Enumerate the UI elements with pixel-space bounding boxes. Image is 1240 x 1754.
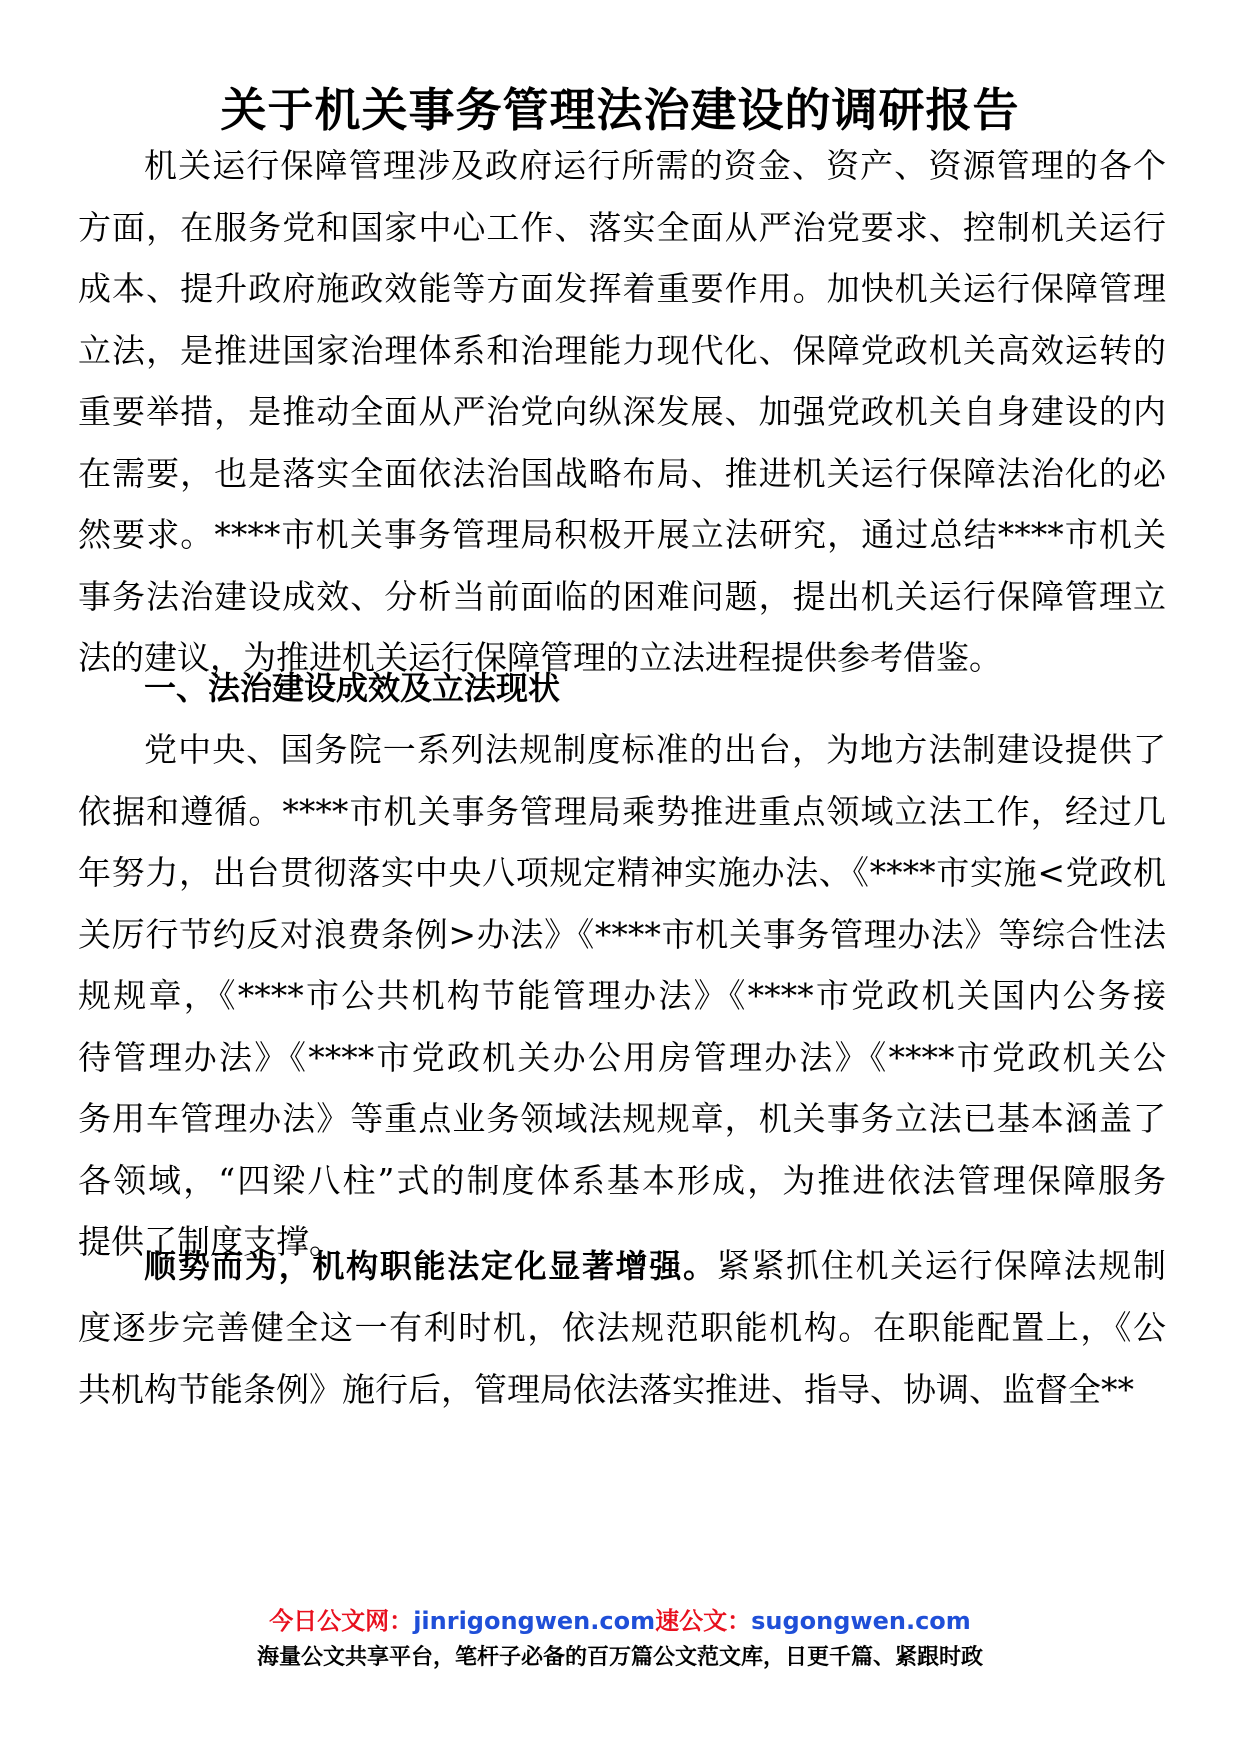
text-line: 立法，是推进国家治理体系和治理能力现代化、保障党政机关高效运转的 [78, 330, 1166, 370]
text-line: 度逐步完善健全这一有利时机，依法规范职能机构。在职能配置上，《公 [78, 1308, 1166, 1347]
text-line: 机关运行保障管理涉及政府运行所需的资金、资产、资源管理的各个 [144, 146, 1166, 185]
text-line: 法的建议，为推进机关运行保障管理的立法进程提供参考借鉴。 [78, 638, 1002, 677]
text-line: 在需要，也是落实全面依法治国战略布局、推进机关运行保障法治化的必 [78, 453, 1166, 493]
footer-site1-url[interactable]: jinrigongwen.com [413, 1607, 656, 1635]
text-line: 关厉行节约反对浪费条例>办法》《****市机关事务管理办法》等综合性法 [78, 914, 1166, 954]
text-line: 待管理办法》《****市党政机关办公用房管理办法》《****市党政机关公 [78, 1037, 1166, 1077]
text-line: 重要举措，是推动全面从严治党向纵深发展、加强党政机关自身建设的内 [78, 392, 1166, 431]
footer-sites [0, 1605, 1240, 1637]
text-line: 规规章，《****市公共机构节能管理办法》《****市党政机关国内公务接 [78, 976, 1166, 1015]
text-line: 各领域，“四梁八柱”式的制度体系基本形成，为推进依法管理保障服务 [78, 1160, 1166, 1200]
paragraph3-bold-lead: 顺势而为，机构职能法定化显著增强。 [144, 1247, 717, 1285]
text-line: 成本、提升政府施政效能等方面发挥着重要作用。加快机关运行保障管理 [78, 269, 1166, 308]
paragraph3-first-line-rest: 紧紧抓住机关运行保障法规制 [716, 1246, 1166, 1285]
text-line: 方面，在服务党和国家中心工作、落实全面从严治党要求、控制机关运行 [78, 207, 1166, 247]
paragraph3-first-line [144, 1243, 1166, 1289]
text-line: 依据和遵循。****市机关事务管理局乘势推进重点领域立法工作，经过几 [78, 791, 1166, 831]
footer-slogan: 海量公文共享平台，笔杆子必备的百万篇公文范文库，日更千篇、紧跟时政 [256, 1645, 983, 1670]
text-line: 然要求。****市机关事务管理局积极开展立法研究，通过总结****市机关 [78, 515, 1166, 554]
text-line: 年努力，出台贯彻落实中央八项规定精神实施办法、《****市实施<党政机 [78, 853, 1166, 892]
footer-site1-name: 今日公文网： [269, 1607, 414, 1635]
text-line: 事务法治建设成效、分析当前面临的困难问题，提出机关运行保障管理立 [78, 576, 1166, 616]
document-title: 关于机关事务管理法治建设的调研报告 [220, 83, 1020, 137]
text-line: 务用车管理办法》等重点业务领域法规规章，机关事务立法已基本涵盖了 [78, 1099, 1166, 1138]
section-heading: 一、法治建设成效及立法现状 [144, 669, 561, 707]
footer-site2-url[interactable]: sugongwen.com [751, 1607, 971, 1635]
text-line: 提供了制度支撑。 [78, 1222, 342, 1261]
text-line: 共机构节能条例》施行后，管理局依法落实推进、指导、协调、监督全** [78, 1369, 1134, 1409]
footer-site2-name: 速公文： [655, 1607, 752, 1635]
text-line: 党中央、国务院一系列法规制度标准的出台，为地方法制建设提供了 [144, 730, 1166, 769]
